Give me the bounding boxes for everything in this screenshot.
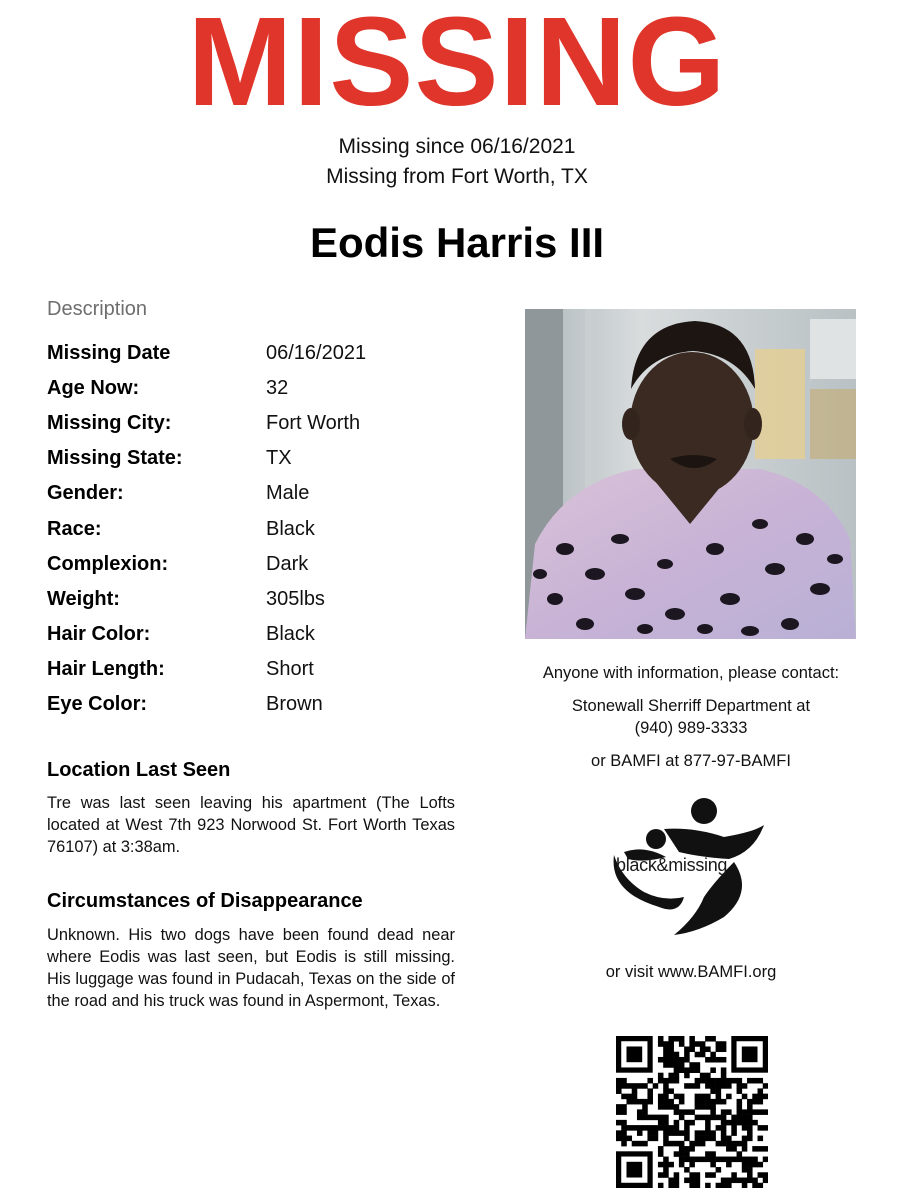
fact-value: Black [266, 517, 315, 540]
fact-value: Fort Worth [266, 412, 361, 435]
logo-text: black&missing [616, 855, 728, 875]
fact-label: Missing City: [47, 412, 172, 435]
missing-from: Missing from Fort Worth, TX [326, 165, 588, 188]
fact-gender [47, 476, 467, 511]
fact-label: Eye Color: [47, 692, 148, 715]
fact-race [47, 511, 467, 546]
fact-value: Brown [266, 692, 323, 715]
fact-label: Race: [47, 517, 102, 540]
location-text: Tre was last seen leaving his apartment (The Lofts located at West 7th 923 Norwood St. Fort Worth Texas 76107) at 3:38am. [47, 794, 455, 856]
fact-missing-date [47, 336, 467, 371]
fact-value: Male [266, 482, 310, 505]
fact-label: Hair Length: [47, 657, 165, 680]
contact-bamfi: or BAMFI at 877-97-BAMFI [591, 752, 791, 770]
fact-missing-city [47, 406, 467, 441]
fact-weight [47, 582, 467, 617]
qr-code-icon [616, 1036, 768, 1188]
description-facts [47, 336, 467, 722]
person-photo [525, 309, 856, 639]
fact-label: Weight: [47, 587, 120, 610]
fact-eye-color [47, 687, 467, 722]
fact-value: Short [266, 657, 314, 680]
fact-value: Black [266, 622, 315, 645]
circumstances-heading: Circumstances of Disappearance [47, 890, 363, 912]
description-heading: Description [47, 298, 148, 320]
fact-value: 305lbs [266, 587, 325, 610]
headline-missing: MISSING [187, 0, 727, 132]
person-photo-drawing [525, 309, 856, 639]
fact-age-now [47, 371, 467, 406]
location-heading: Location Last Seen [47, 759, 231, 781]
qr-code-graphic [616, 1036, 768, 1188]
fact-value: 32 [266, 377, 289, 400]
missing-since: Missing since 06/16/2021 [338, 135, 576, 158]
contact-department-phone: (940) 989-3333 [634, 719, 748, 737]
fact-label: Complexion: [47, 552, 169, 575]
fact-value: 06/16/2021 [266, 342, 367, 365]
fact-label: Age Now: [47, 377, 140, 400]
fact-missing-state [47, 441, 467, 476]
fact-value: TX [266, 447, 292, 470]
fact-label: Hair Color: [47, 622, 151, 645]
person-name: Eodis Harris III [309, 219, 605, 266]
fact-hair-color [47, 617, 467, 652]
fact-label: Missing State: [47, 447, 183, 470]
contact-visit: or visit www.BAMFI.org [605, 963, 777, 981]
fact-value: Dark [266, 552, 309, 575]
fact-complexion [47, 547, 467, 582]
fact-hair-length [47, 652, 467, 687]
black-and-missing-logo [604, 797, 766, 937]
circumstances-text: Unknown. His two dogs have been found dead near where Eodis was last seen, but Eodis is still missing. His luggage was found in Pudacah, Texas on the side of the road and his truck was found in Aspermont, Texas. [47, 926, 455, 1010]
fact-label: Missing Date [47, 342, 171, 365]
contact-intro: Anyone with information, please contact: [542, 664, 840, 682]
contact-department: Stonewall Sherriff Department at [571, 697, 811, 715]
fact-label: Gender: [47, 482, 124, 505]
